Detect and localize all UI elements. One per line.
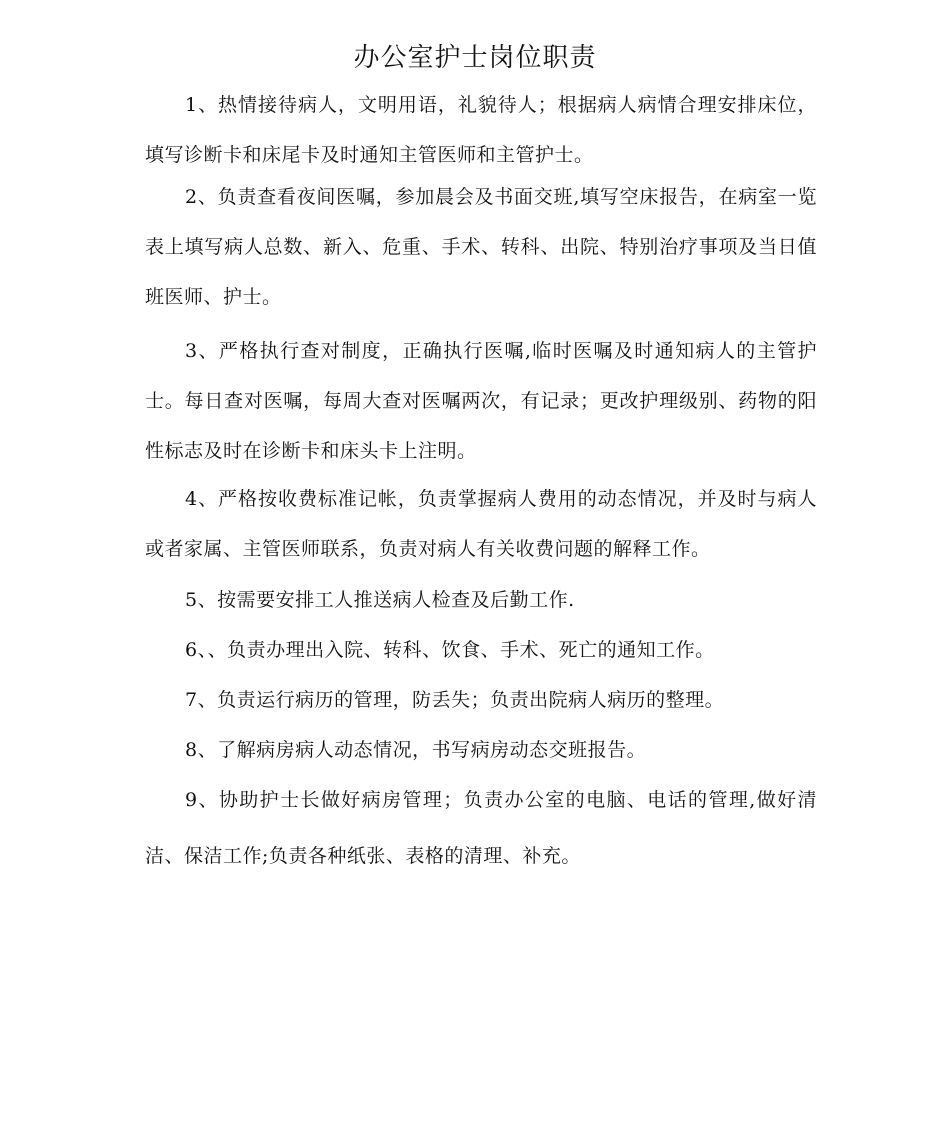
- duty-item-5: 5、按需要安排工人推送病人检查及后勤工作.: [185, 589, 575, 611]
- duty-item-4: 4、严格按收费标准记帐，负责掌握病人费用的动态情况，并及时与病人或者家属、主管医师联系，负责对病人有关收费问题的解释工作。: [145, 488, 817, 560]
- duty-item-7: 7、负责运行病历的管理，防丢失；负责出院病人病历的整理。: [185, 689, 725, 711]
- duty-item-1: 1、热情接待病人，文明用语，礼貌待人；根据病人病情合理安排床位，填写诊断卡和床尾卡及时通知主管医师和主管护士。: [145, 94, 817, 166]
- document-title: 办公室护士岗位职责: [353, 43, 597, 73]
- duty-item-8: 8、了解病房病人动态情况，书写病房动态交班报告。: [185, 739, 647, 761]
- duty-item-6: 6、、负责办理出入院、转科、饮食、手术、死亡的通知工作。: [185, 639, 715, 661]
- duty-item-3: 3、严格执行查对制度，正确执行医嘱,临时医嘱及时通知病人的主管护士。每日查对医嘱，每周大查对医嘱两次，有记录；更改护理级别、药物的阳性标志及时在诊断卡和床头卡上注明。: [145, 340, 817, 462]
- duty-item-2: 2、负责查看夜间医嘱，参加晨会及书面交班,填写空床报告，在病室一览表上填写病人总数、新入、危重、手术、转科、出院、特别治疗事项及当日值班医师、护士。: [145, 186, 817, 308]
- duty-item-9: 9、协助护士长做好病房管理；负责办公室的电脑、电话的管理,做好清洁、保洁工作;负责各种纸张、表格的清理、补充。: [145, 789, 817, 867]
